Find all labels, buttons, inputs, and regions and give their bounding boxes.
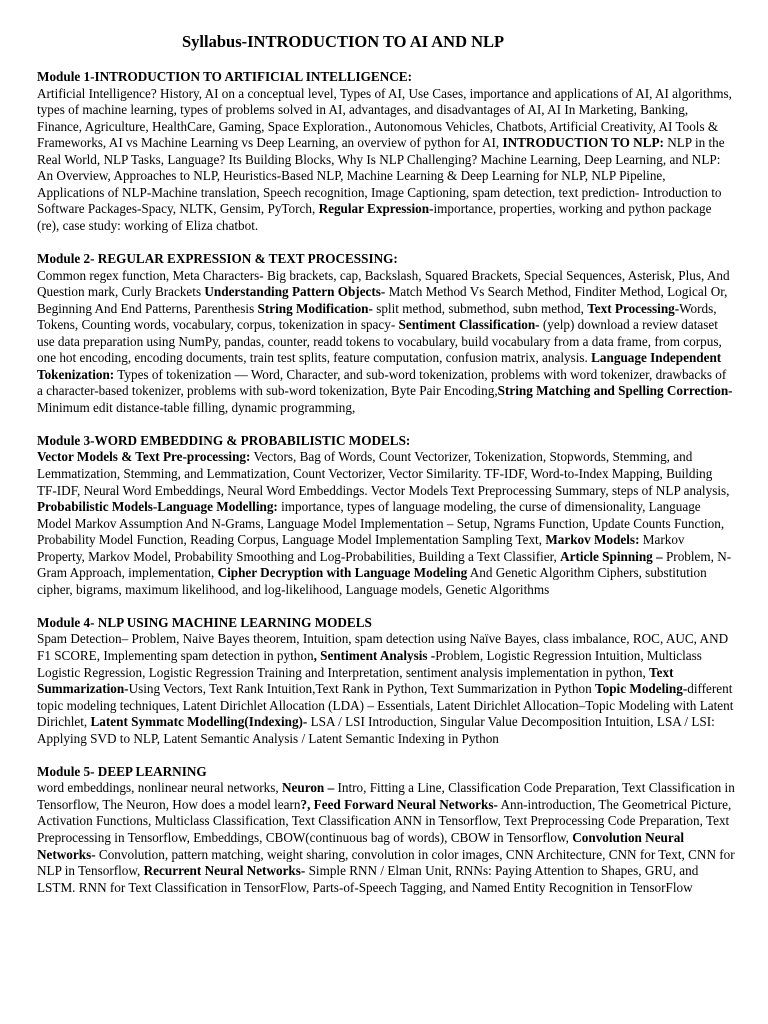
topic-heading: ?, Feed Forward Neural Networks- bbox=[300, 796, 498, 812]
module-body bbox=[37, 86, 735, 235]
topic-heading: Markov Models: bbox=[545, 532, 640, 548]
module-heading: Module 2- REGULAR EXPRESSION & TEXT PROCESSING: bbox=[37, 250, 398, 266]
topic-text: different topic modeling techniques, Latent Dirichlet Allocation (LDA) – Essentials, Latent Dirichlet Allocation–Topic Modeling with Latent Dirichlet, bbox=[37, 681, 734, 730]
topic-text: Problem, Logistic Regression Intuition, Multiclass Logistic Regression, Logistic Regression Training and Interpretation, sentiment analysis implementation in python, bbox=[37, 648, 702, 680]
topic-text: Convolution, pattern matching, weight sharing, convolution in color images, CNN Architecture, CNN for Text, CNN for NLP in Tensorflow, bbox=[37, 846, 735, 879]
topic-text: Artificial Intelligence? History, AI on a conceptual level, Types of AI, Use Cases, importance and applications of AI, AI algorithms, types of machine learning, types of problems solved in AI, advantages, and disadvantages of AI, AI In Marketing, Banking, Finance, Agriculture, HealthCare, Gaming, Space Exploration., Autonomous Vehicles, Chatbots, Artificial Creativity, AI Tools & Frameworks, AI vs Machine Learning vs Deep Learning, an overview of python for AI, bbox=[37, 85, 732, 151]
syllabus-page bbox=[37, 32, 735, 913]
topic-heading: Sentiment Classification- bbox=[398, 317, 540, 333]
module-body bbox=[37, 631, 735, 747]
topic-heading: Language Independent Tokenization: bbox=[37, 350, 722, 382]
topic-text: (yelp) download a review dataset use data preparation using NumPy, pandas, counter, readd tokens to vocabulary, build vocabulary from a data frame, from corpus, one hot encoding, encoding documents, train test splits, feature computation, confusion matrix, analysis. bbox=[37, 317, 722, 366]
module-body bbox=[37, 449, 735, 598]
topic-heading: Convolution Neural Networks- bbox=[37, 829, 684, 862]
topic-heading: Recurrent Neural Networks- bbox=[143, 863, 306, 879]
topic-text: Simple RNN / Elman Unit, RNNs: Paying Attention to Shapes, GRU, and LSTM. RNN for Text Classification in TensorFlow, Parts-of-Speech Tagging, and Named Entity Recognition in TensorFlow bbox=[37, 863, 699, 895]
topic-text: Vectors, Bag of Words, Count Vectorizer, Tokenization, Stopwords, Stemming, and Lemmatization, Stemming, and Lemmatization, Count Vectorizer, Vector Similarity. TF-IDF, Word-to-Index Mapping, Building TF-IDF, Neural Word Embeddings, Neural Word Embeddings. Vector Models Text Preprocessing Summary, steps of NLP analysis, bbox=[37, 449, 730, 498]
topic-text: NLP in the Real World, NLP Tasks, Language? Its Building Blocks, Why Is NLP Challenging? Machine Learning, Deep Learning, and NLP: An Overview, Approaches to NLP, Heuristics-Based NLP, Machine Learning & Deep Learning for NLP, NLP Pipeline, Applications of NLP-Machine translation, Speech recognition, Image Captioning, spam detection, text prediction- Introduction to Software Packages-Spacy, NLTK, Gensim, PyTorch, bbox=[37, 135, 725, 217]
topic-text: split method, submethod, subn method, bbox=[372, 300, 588, 316]
topic-text: Words, Tokens, Counting words, vocabulary, corpus, tokenization in spacy- bbox=[37, 300, 717, 333]
module-body bbox=[37, 268, 735, 417]
module-section bbox=[37, 764, 735, 896]
topic-text: Problem, N-Gram Approach, implementation, bbox=[37, 548, 732, 581]
module-body bbox=[37, 780, 735, 896]
topic-text: Match Method Vs Search Method, Finditer Method, Logical Or, Beginning And End Patterns, Parenthesis bbox=[37, 284, 728, 316]
topic-text: Ann-introduction, The Geometrical Picture, Activation Functions, Multiclass Classification, Text Classification ANN in Tensorflow, Text Preprocessing Code Preparation, Text Preprocessing in Tensorflow, Embeddings, CBOW(continuous bag of words), CBOW in Tensorflow, bbox=[37, 796, 732, 845]
topic-text: Using Vectors, Text Rank Intuition,Text Rank in Python, Text Summarization in Python bbox=[128, 681, 596, 697]
module-heading: Module 3-WORD EMBEDDING & PROBABILISTIC MODELS: bbox=[37, 432, 411, 448]
topic-heading: Latent Symmatc Modelling(Indexing)- bbox=[90, 714, 308, 730]
topic-heading: Regular Expression- bbox=[318, 201, 434, 217]
module-section bbox=[37, 251, 735, 416]
topic-text: importance, types of language modeling, the curse of dimensionality, Language Model Markov Assumption And N-Grams, Language Model Implementation – Setup, Ngrams Function, Update Counts Function, Probability Model Function, Reading Corpus, Language Model Implementation Sampling Text, bbox=[37, 499, 725, 548]
topic-text: Common regex function, Meta Characters- Big brackets, cap, Backslash, Squared Brackets, Special Sequences, Asterisk, Plus, And Question mark, Curly Brackets bbox=[37, 267, 730, 300]
topic-text: importance, properties, working and python package (re), case study: working of Eliza chatbot. bbox=[37, 201, 712, 233]
topic-text: Minimum edit distance-table filling, dynamic programming, bbox=[37, 399, 356, 415]
page-title: Syllabus-INTRODUCTION TO AI AND NLP bbox=[182, 32, 505, 51]
topic-heading: Vector Models & Text Pre-processing: bbox=[37, 449, 251, 465]
topic-heading: Topic Modeling- bbox=[595, 681, 688, 697]
topic-text: LSA / LSI Introduction, Singular Value Decomposition Intuition, LSA / LSI: Applying SVD to NLP, Latent Semantic Analysis / Latent Semantic Indexing in Python bbox=[37, 714, 715, 746]
topic-text: word embeddings, nonlinear neural networks, bbox=[37, 780, 283, 796]
module-heading: Module 5- DEEP LEARNING bbox=[37, 763, 207, 779]
topic-text: Markov Property, Markov Model, Probability Smoothing and Log-Probabilities, Building a Text Classifier, bbox=[37, 532, 685, 564]
topic-heading: Neuron – bbox=[282, 780, 335, 796]
topic-heading: INTRODUCTION TO NLP: bbox=[502, 135, 664, 151]
topic-heading: Cipher Decryption with Language Modeling bbox=[217, 565, 468, 581]
module-section bbox=[37, 433, 735, 598]
topic-text: Spam Detection– Problem, Naive Bayes theorem, Intuition, spam detection using Naïve Bayes, class imbalance, ROC, AUC, AND F1 SCORE, Implementing spam detection in python bbox=[37, 631, 729, 663]
topic-text: And Genetic Algorithm Ciphers, substitution cipher, bigrams, maximum likelihood, and log-likelihood, Language models, Genetic Algorithms bbox=[37, 565, 707, 597]
topic-heading: Understanding Pattern Objects- bbox=[204, 284, 386, 300]
topic-text: Intro, Fitting a Line, Classification Code Preparation, Text Classification in Tensorflow, The Neuron, How does a model learn bbox=[37, 780, 735, 812]
topic-heading: , Sentiment Analysis - bbox=[313, 648, 436, 663]
module-heading: Module 4- NLP USING MACHINE LEARNING MODELS bbox=[37, 614, 372, 630]
topic-heading: String Matching and Spelling Correction- bbox=[497, 383, 733, 399]
topic-heading: Text Summarization- bbox=[37, 664, 674, 697]
module-list bbox=[37, 69, 735, 896]
topic-heading: String Modification- bbox=[257, 300, 373, 316]
module-section bbox=[37, 69, 735, 234]
topic-heading: Text Processing- bbox=[587, 300, 680, 316]
module-section bbox=[37, 615, 735, 747]
topic-text: Types of tokenization — Word, Character, and sub-word tokenization, problems with word tokenizer, drawbacks of a character-based tokenizer, problems with sub-word tokenization, Byte Pair Encoding, bbox=[37, 366, 727, 399]
module-heading: Module 1-INTRODUCTION TO ARTIFICIAL INTELLIGENCE: bbox=[37, 69, 412, 84]
topic-heading: Probabilistic Models-Language Modelling: bbox=[37, 499, 278, 515]
topic-heading: Article Spinning – bbox=[560, 548, 663, 564]
